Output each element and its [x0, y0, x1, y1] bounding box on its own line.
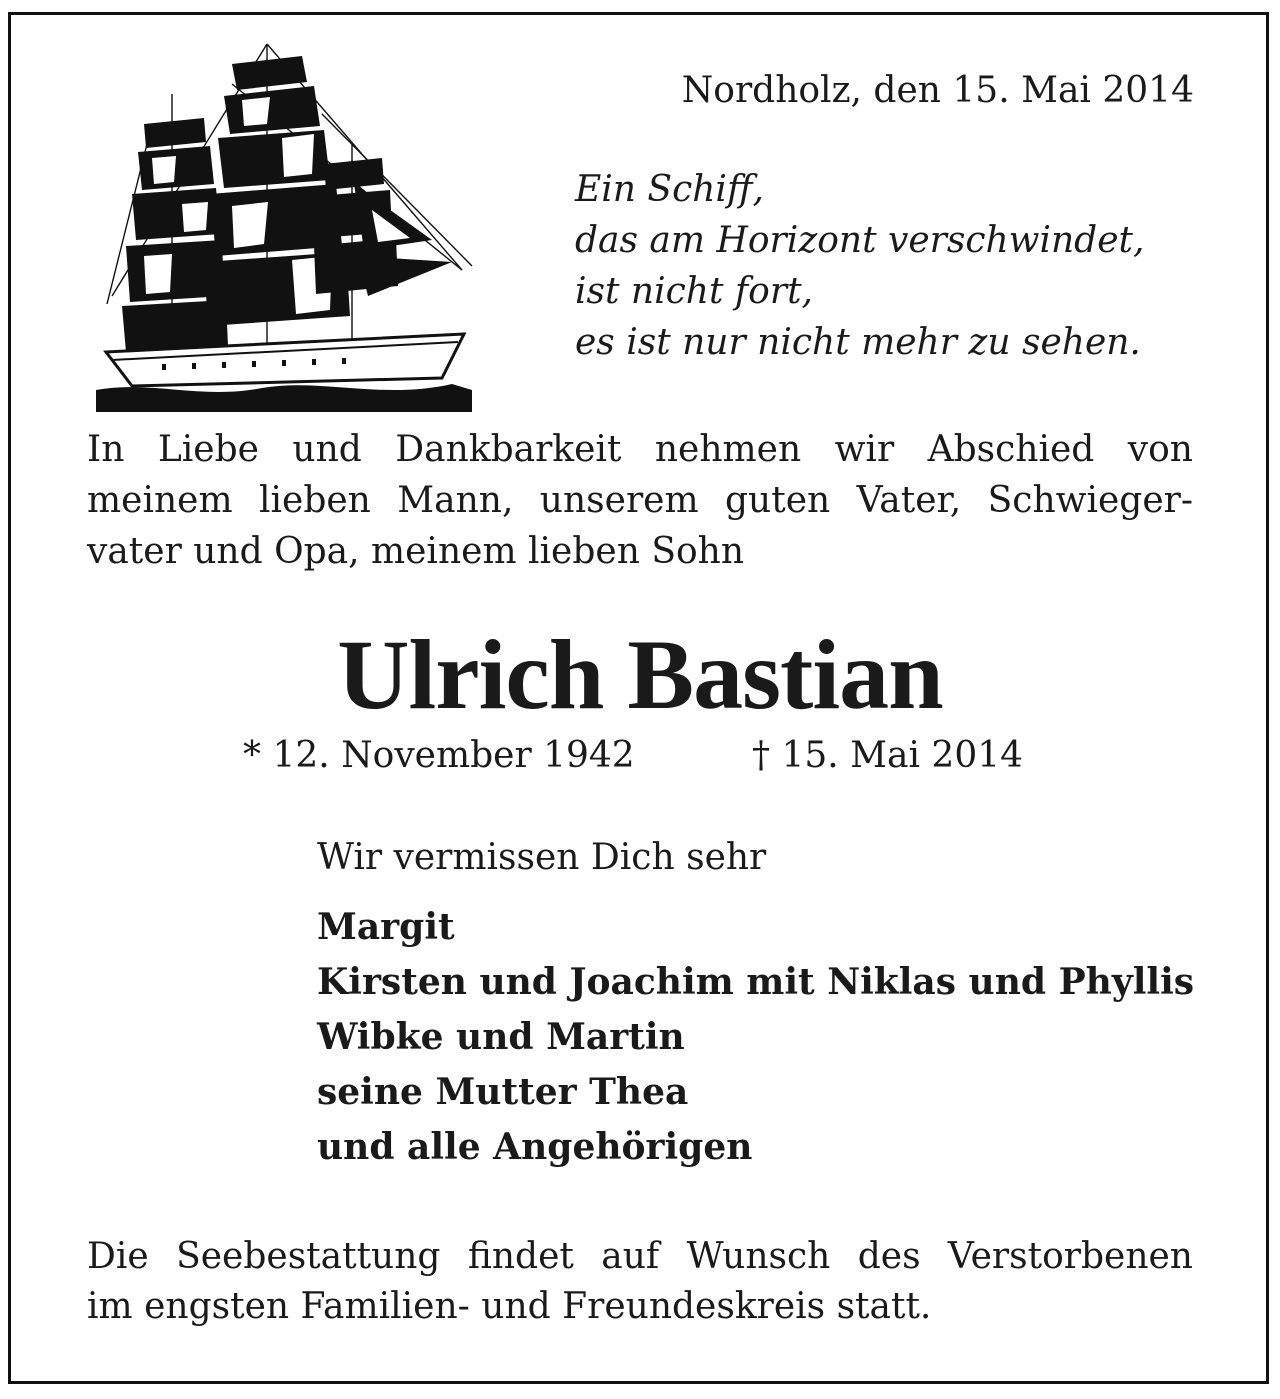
mourner: und alle Angehörigen: [317, 1126, 753, 1168]
deceased-name: Ulrich Bastian: [337, 619, 943, 730]
intro-line: meinem lieben Mann, unserem guten Vater, Schwieger-: [87, 480, 1193, 521]
notice-line: im engsten Familien- und Freundeskreis statt.: [87, 1286, 932, 1327]
mourner: Wibke und Martin: [317, 1016, 685, 1058]
poem-line: Ein Schiff,: [575, 169, 764, 210]
poem-line: ist nicht fort,: [575, 271, 813, 312]
poem: [575, 164, 1144, 368]
intro-line: In Liebe und Dankbarkeit nehmen wir Abschied von: [87, 429, 1193, 470]
intro-text: [87, 424, 1193, 577]
miss-line: Wir vermissen Dich sehr: [317, 837, 767, 878]
notice-line: Die Seebestattung findet auf Wunsch des Verstorbenen: [87, 1236, 1193, 1277]
death-date: † 15. Mai 2014: [752, 735, 1024, 776]
intro-line: vater und Opa, meinem lieben Sohn: [87, 531, 745, 572]
burial-notice: [87, 1232, 1193, 1332]
poem-line: das am Horizont verschwindet,: [575, 220, 1145, 261]
poem-line: es ist nur nicht mehr zu sehen.: [575, 322, 1141, 363]
mourner: seine Mutter Thea: [317, 1071, 689, 1113]
place-date: Nordholz, den 15. Mai 2014: [681, 70, 1194, 111]
sailing-ship-icon: [92, 34, 476, 412]
birth-date: * 12. November 1942: [243, 735, 635, 776]
mourner: Margit: [317, 906, 455, 948]
mourners-list: [317, 900, 1194, 1175]
mourner: Kirsten und Joachim mit Niklas und Phyllis: [317, 961, 1195, 1003]
